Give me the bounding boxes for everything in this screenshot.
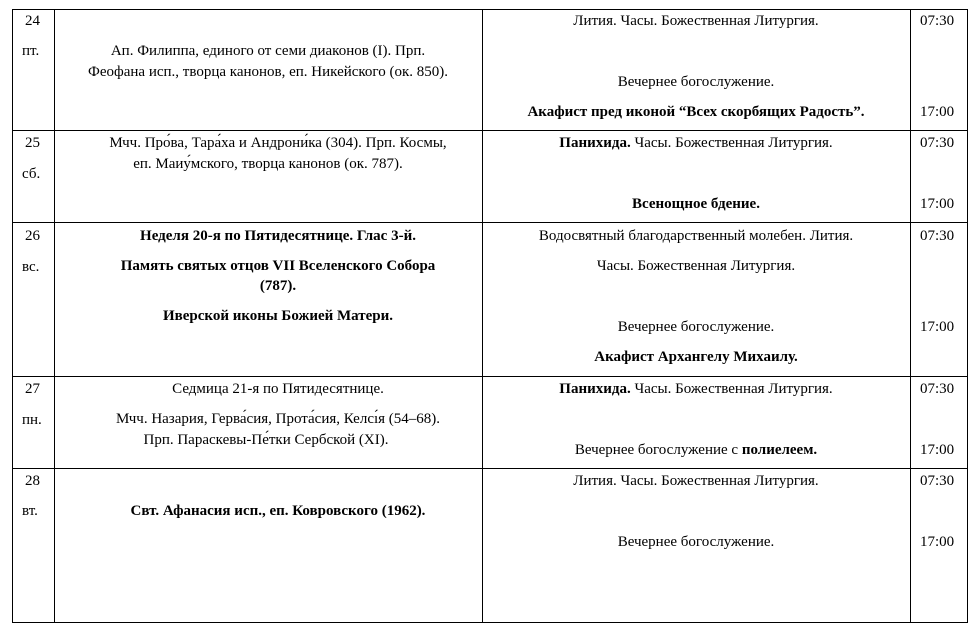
service-time: 17:00 — [920, 196, 955, 212]
service-line-bold: Акафист пред иконой “Всех скорбящих Радость”. — [527, 104, 865, 120]
saint-line: Ап. Филиппа, единого от семи диаконов (I). Прп. — [110, 43, 426, 59]
service-line-rest: Вечернее богослужение с — [574, 442, 742, 458]
service-line: Часы. Божественная Литургия. — [596, 258, 796, 274]
day-number: 28 — [25, 473, 40, 489]
service-time: 17:00 — [920, 319, 955, 335]
column-divider — [482, 9, 483, 623]
column-divider — [54, 9, 55, 623]
service-line: Лития. Часы. Божественная Литургия. — [573, 473, 819, 489]
service-line-rest: Часы. Божественная Литургия. — [630, 135, 833, 151]
service-line: Вечернее богослужение. — [617, 319, 775, 335]
service-line-rest: Часы. Божественная Литургия. — [630, 381, 833, 397]
day-number: 27 — [25, 381, 40, 397]
service-time: 07:30 — [920, 135, 955, 151]
service-time: 17:00 — [920, 534, 955, 550]
saint-line: Прп. Параскевы-Пе́тки Сербской (XI). — [143, 432, 389, 448]
service-time: 07:30 — [920, 228, 955, 244]
saint-line: Мчч. Назария, Герва́сия, Прота́сия, Келсı́я (54–68). — [115, 411, 441, 427]
service-time: 17:00 — [920, 442, 955, 458]
weekday: вс. — [22, 259, 40, 275]
table-border-bottom — [12, 622, 968, 623]
service-line: Вечернее богослужение. — [617, 534, 775, 550]
service-line-bold: Панихида. — [559, 135, 631, 151]
row-divider — [12, 468, 968, 469]
saint-line: еп. Маиу́мского, творца канонов (ок. 787). — [133, 156, 403, 172]
saint-line-bold: Иверской иконы Божией Матери. — [162, 308, 394, 324]
column-divider — [910, 9, 911, 623]
service-line-bold: полиелеем. — [741, 442, 818, 458]
service-line-bold: Панихида. — [559, 381, 631, 397]
saint-line-bold: Неделя 20-я по Пятидесятнице. Глас 3-й. — [140, 228, 416, 244]
day-number: 26 — [25, 228, 40, 244]
service-time: 07:30 — [920, 381, 955, 397]
service-line — [559, 134, 832, 152]
saint-line: Седмица 21-я по Пятидесятнице. — [172, 381, 384, 397]
service-time: 17:00 — [920, 104, 955, 120]
weekday: сб. — [22, 166, 41, 182]
weekday: пн. — [22, 412, 42, 428]
schedule-table — [12, 9, 968, 623]
table-border-right — [967, 9, 968, 623]
saint-line: Феофана исп., творца канонов, еп. Никейского (ок. 850). — [88, 64, 448, 80]
table-border-top — [12, 9, 968, 10]
saint-line-bold: Свт. Афанасия исп., еп. Ковровского (1962). — [130, 503, 426, 519]
day-number: 25 — [25, 135, 40, 151]
service-line-bold: Всенощное бдение. — [632, 196, 760, 212]
service-time: 07:30 — [920, 13, 955, 29]
day-number: 24 — [25, 13, 40, 29]
saint-line-bold: Память святых отцов VII Вселенского Собора — [120, 258, 436, 274]
service-time: 07:30 — [920, 473, 955, 489]
service-line — [559, 380, 832, 398]
service-line — [575, 441, 817, 459]
service-line-bold: Акафист Архангелу Михаилу. — [594, 349, 798, 365]
weekday: вт. — [22, 503, 38, 519]
saint-line: Мчч. Про́ва, Тара́ха и Андрони́ка (304). Прп. Космы, — [109, 135, 447, 151]
table-border-left — [12, 9, 13, 623]
service-line: Лития. Часы. Божественная Литургия. — [573, 13, 819, 29]
row-divider — [12, 376, 968, 377]
saint-line-bold: (787). — [259, 278, 297, 294]
row-divider — [12, 222, 968, 223]
weekday: пт. — [22, 43, 40, 59]
service-line: Водосвятный благодарственный молебен. Лития. — [538, 228, 854, 244]
row-divider — [12, 130, 968, 131]
service-line: Вечернее богослужение. — [617, 74, 775, 90]
